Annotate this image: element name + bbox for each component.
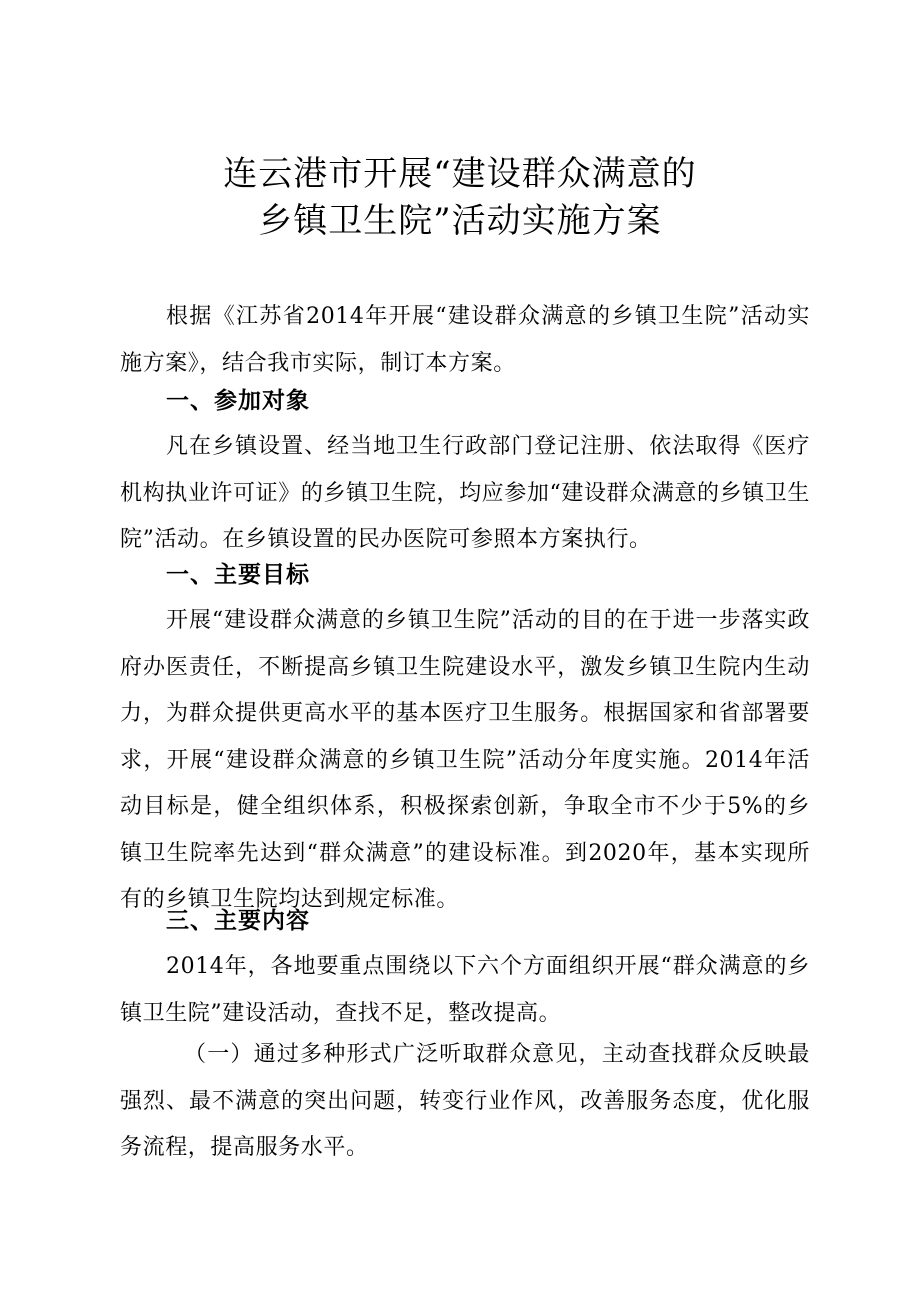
section-goals-paragraph: 开展“建设群众满意的乡镇卫生院”活动的目的在于进一步落实政府办医责任，不断提高乡镇卫生院建设水平，激发乡镇卫生院内生动力，为群众提供更高水平的基本医疗卫生服务。根据国家和省部署要求，开展“建设群众满意的乡镇卫生院”活动分年度实施。2014年活动目标是，健全组织体系，积极探索创新，争取全市不少于5%的乡镇卫生院率先达到“群众满意”的建设标准。到2020年，基本实现所有的乡镇卫生院均达到规定标准。: [120, 608, 810, 912]
section-heading-goals: 一、主要目标: [166, 562, 310, 588]
section-content-paragraph-2: （一）通过多种形式广泛听取群众意见，主动查找群众反映最强烈、最不满意的突出问题，转变行业作风，改善服务态度，优化服务流程，提高服务水平。: [120, 1042, 810, 1160]
section-heading-participants: 一、参加对象: [166, 388, 310, 414]
section-heading-content: 三、主要内容: [166, 908, 310, 934]
document-title-line2: 乡镇卫生院”活动实施方案: [258, 201, 662, 241]
section-content-paragraph-1: 2014年，各地要重点围绕以下六个方面组织开展“群众满意的乡镇卫生院”建设活动，查找不足，整改提高。: [120, 954, 810, 1026]
document-title-line1: 连云港市开展“建设群众满意的: [223, 154, 697, 194]
section-participants-paragraph: 凡在乡镇设置、经当地卫生行政部门登记注册、依法取得《医疗机构执业许可证》的乡镇卫生院，均应参加“建设群众满意的乡镇卫生院”活动。在乡镇设置的民办医院可参照本方案执行。: [120, 434, 810, 552]
intro-paragraph: 根据《江苏省2014年开展“建设群众满意的乡镇卫生院”活动实施方案》，结合我市实际，制订本方案。: [120, 304, 810, 376]
